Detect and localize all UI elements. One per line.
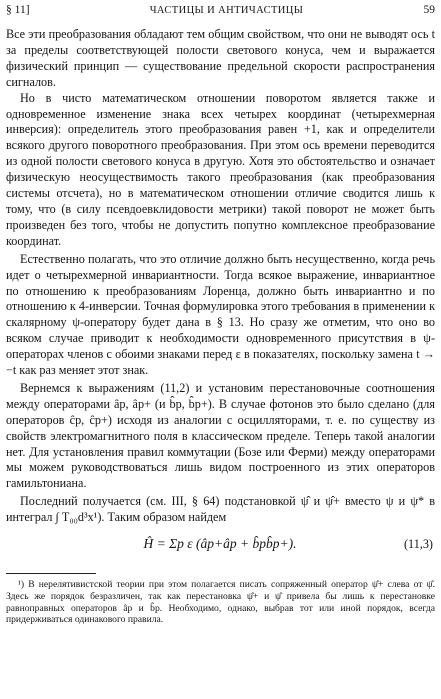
paragraph: Естественно полагать, что это отличие должно быть несущественно, когда речь идет о четырехмерной инвариантности. Тогда всякое выражение, инвариантное по отношению к преобразованиям Лоренца, должно быть инвариантно и по отношению к 4-инверсии. Точная формулировка этого требования в применении к скалярному ψ-оператору будет дана в § 13. Но сразу же отметим, что оно во всяком случае приводит к необходимости одновременного присутствия в ψ-операторах членов с обоими знаками перед ε в показателях, поскольку замена t → −t как раз меняет этот знак. <box>6 251 435 378</box>
footnote-divider <box>6 573 96 574</box>
paragraph: Но в чисто математическом отношении поворотом является также и одновременное изменение знака всех четырех координат (четырехмерная инверсия): определитель этого преобразования равен +1, как и определители всякого другого поворотного преобразования. При этом ось времени переводится из одной полости светового конуса в другую. Хотя это обстоятельство и означает физическую неосуществимость такого преобразования (как преобразования системы отсчета), но в математическом отношении отличие сводится лишь к тому, что (в силу псевдоевклидовости метрики) такой поворот не может быть произведен без того, чтобы не допустить попутно комплексное преобразование координат. <box>6 90 435 248</box>
page-number: 59 <box>423 4 435 16</box>
equation-11-3 <box>6 527 435 561</box>
equation-expression: Ĥ = Σp ε (âp+âp + b̂pb̂p+). <box>143 536 297 552</box>
paragraph: Все эти преобразования обладают тем общим свойством, что они не выводят ось t за пределы соответствующей полости светового конуса, чем и выражается физический принцип — существование предельной скорости распространения сигналов. <box>6 27 435 89</box>
footnote <box>6 579 435 626</box>
section-marker: § 11] <box>6 4 30 16</box>
page-header <box>6 4 435 20</box>
equation-number: (11,3) <box>404 536 433 551</box>
footnote-text: ¹) В нерелятивистской теории при этом полагается писать сопряженный оператор ψ̂+ слева от ψ̂. Здесь же порядок безразличен, так как перестановка ψ̂+ и ψ̂ привела бы лишь к перестановке равноправных операторов âp и b̂p. Необходимо, однако, выбрав тот или иной порядок, всегда придерживаться одинакового правила. <box>6 579 435 626</box>
paragraph: Последний получается (см. III, § 64) подстановкой ψ̂ и ψ̂+ вместо ψ и ψ* в интеграл ∫ T₀₀d³x¹). Таким образом найдем <box>6 494 435 525</box>
body-text <box>6 27 435 526</box>
paragraph: Вернемся к выражениям (11,2) и установим перестановочные соотношения между операторами âp, âp+ (и b̂p, b̂p+). В случае фотонов это было сделано (для операторов ĉp, ĉp+) исходя из аналогии с осцилляторами, т. е. по существу из свойств электромагнитного поля в классическом пределе. Теперь такой аналогии нет. Для установления правил коммутации (Бозе или Ферми) между операторами мы можем руководствоваться лишь видом построенного из этих операторов гамильтониана. <box>6 380 435 491</box>
running-title: ЧАСТИЦЫ И АНТИЧАСТИЦЫ <box>149 5 304 16</box>
